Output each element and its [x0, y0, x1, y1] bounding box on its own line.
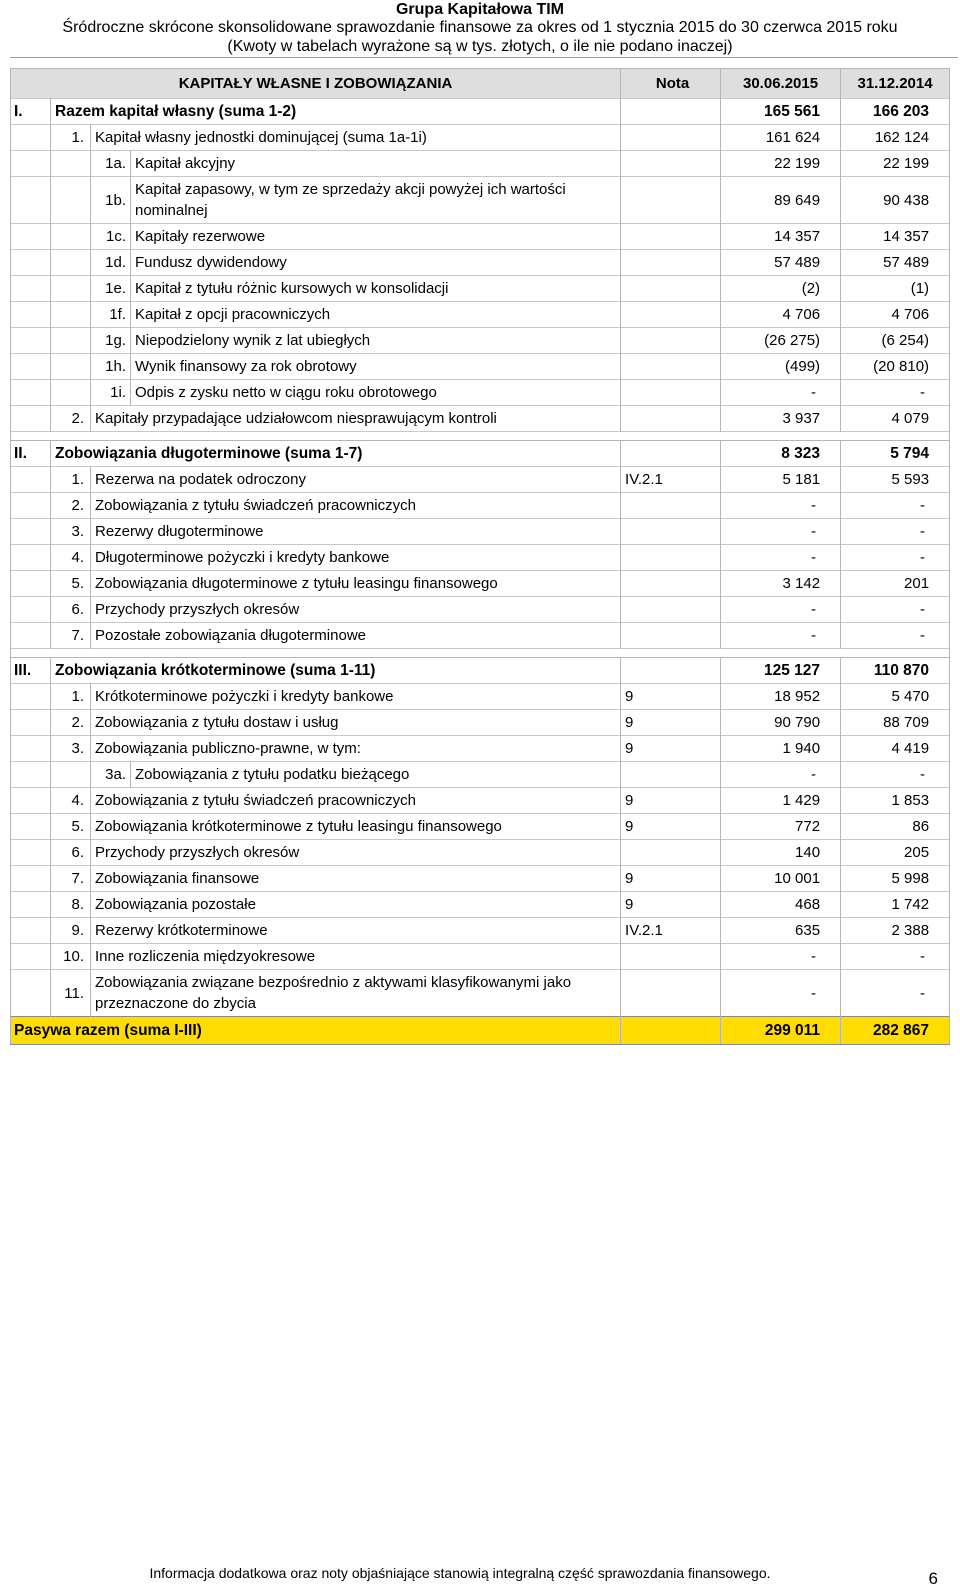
- row-label: Wynik finansowy za rok obrotowy: [131, 354, 621, 380]
- row-number: 1e.: [91, 276, 131, 302]
- row-number: 10.: [51, 944, 91, 970]
- total-row: [11, 1017, 950, 1045]
- row-number: 4.: [51, 545, 91, 571]
- indent-cell: [11, 814, 51, 840]
- value-2015: 772: [721, 814, 841, 840]
- row-number: 1.: [51, 125, 91, 151]
- row-nota: [621, 493, 721, 519]
- section-row: [11, 441, 950, 467]
- section-number: I.: [11, 99, 51, 125]
- spacer-row: [11, 649, 950, 658]
- units-note: (Kwoty w tabelach wyrażone są w tys. złotych, o ile nie podano inaczej): [227, 38, 733, 55]
- row-nota: IV.2.1: [621, 467, 721, 493]
- value-2015: 1 429: [721, 788, 841, 814]
- table-row: [11, 125, 950, 151]
- table-row: [11, 788, 950, 814]
- section-label: Razem kapitał własny (suma 1-2): [51, 99, 621, 125]
- row-label: Przychody przyszłych okresów: [91, 840, 621, 866]
- company-name: Grupa Kapitałowa TIM: [395, 1, 564, 18]
- indent-cell: [51, 250, 91, 276]
- table-row: [11, 597, 950, 623]
- indent-cell: [11, 788, 51, 814]
- table-row: [11, 467, 950, 493]
- value-2014: -: [841, 545, 950, 571]
- table-row: [11, 892, 950, 918]
- value-2015: (499): [721, 354, 841, 380]
- row-number: 2.: [51, 406, 91, 432]
- table-row: [11, 224, 950, 250]
- row-number: 1c.: [91, 224, 131, 250]
- row-nota: 9: [621, 814, 721, 840]
- value-2014: 1 742: [841, 892, 950, 918]
- value-2015: 8 323: [721, 441, 841, 467]
- indent-cell: [51, 151, 91, 177]
- row-label: Kapitały rezerwowe: [131, 224, 621, 250]
- value-2015: 57 489: [721, 250, 841, 276]
- row-number: 3.: [51, 519, 91, 545]
- table-row: [11, 762, 950, 788]
- table-row: [11, 970, 950, 1017]
- indent-cell: [11, 762, 51, 788]
- row-nota: 9: [621, 736, 721, 762]
- row-nota: [621, 840, 721, 866]
- value-2015: 3 937: [721, 406, 841, 432]
- value-2014: 2 388: [841, 918, 950, 944]
- row-number: 1.: [51, 467, 91, 493]
- row-nota: [621, 545, 721, 571]
- value-2014: 57 489: [841, 250, 950, 276]
- value-2014: 5 998: [841, 866, 950, 892]
- row-label: Zobowiązania z tytułu świadczeń pracowniczych: [91, 493, 621, 519]
- section-number: II.: [11, 441, 51, 467]
- row-label: Zobowiązania związane bezpośrednio z aktywami klasyfikowanymi jako przeznaczone do zbycia: [91, 970, 621, 1017]
- value-2015: 165 561: [721, 99, 841, 125]
- row-nota: 9: [621, 788, 721, 814]
- value-2014: 5 470: [841, 684, 950, 710]
- row-label: Kapitał z opcji pracowniczych: [131, 302, 621, 328]
- value-2015: 90 790: [721, 710, 841, 736]
- total-label: Pasywa razem (suma I-III): [11, 1017, 621, 1045]
- section-label: Zobowiązania długoterminowe (suma 1-7): [51, 441, 621, 467]
- value-2015: -: [721, 944, 841, 970]
- value-2015: 1 940: [721, 736, 841, 762]
- row-label: Długoterminowe pożyczki i kredyty bankowe: [91, 545, 621, 571]
- footer-note: Informacja dodatkowa oraz noty objaśniające stanowią integralną część sprawozdania finansowego.: [149, 1565, 771, 1581]
- row-number: 8.: [51, 892, 91, 918]
- row-number: 1d.: [91, 250, 131, 276]
- table-row: [11, 736, 950, 762]
- spacer-cell: [11, 649, 950, 658]
- row-number: 5.: [51, 571, 91, 597]
- table-row: [11, 302, 950, 328]
- value-2015: 3 142: [721, 571, 841, 597]
- indent-cell: [51, 302, 91, 328]
- row-nota: [621, 224, 721, 250]
- row-nota: [621, 571, 721, 597]
- indent-cell: [11, 125, 51, 151]
- row-nota: 9: [621, 866, 721, 892]
- table-row: [11, 151, 950, 177]
- page-number: 6: [928, 1569, 938, 1588]
- row-nota: [621, 125, 721, 151]
- value-2015: 18 952: [721, 684, 841, 710]
- column-header-2014: 31.12.2014: [841, 69, 950, 99]
- row-number: 2.: [51, 493, 91, 519]
- section-label: Zobowiązania krótkoterminowe (suma 1-11): [51, 658, 621, 684]
- indent-cell: [11, 736, 51, 762]
- row-nota: [621, 406, 721, 432]
- value-2015: 89 649: [721, 177, 841, 224]
- value-2014: 1 853: [841, 788, 950, 814]
- indent-cell: [11, 545, 51, 571]
- table-row: [11, 944, 950, 970]
- indent-cell: [51, 354, 91, 380]
- table-row: [11, 406, 950, 432]
- row-number: 4.: [51, 788, 91, 814]
- row-label: Zobowiązania z tytułu dostaw i usług: [91, 710, 621, 736]
- row-label: Zobowiązania krótkoterminowe z tytułu leasingu finansowego: [91, 814, 621, 840]
- row-label: Zobowiązania długoterminowe z tytułu leasingu finansowego: [91, 571, 621, 597]
- row-number: 1.: [51, 684, 91, 710]
- row-nota: 9: [621, 684, 721, 710]
- row-number: 7.: [51, 623, 91, 649]
- value-2014: 4 419: [841, 736, 950, 762]
- value-2015: -: [721, 970, 841, 1017]
- spacer-row: [11, 432, 950, 441]
- table-row: [11, 276, 950, 302]
- row-label: Inne rozliczenia międzyokresowe: [91, 944, 621, 970]
- row-label: Zobowiązania z tytułu podatku bieżącego: [131, 762, 621, 788]
- row-number: 1i.: [91, 380, 131, 406]
- table-row: [11, 840, 950, 866]
- value-2014: -: [841, 944, 950, 970]
- value-2014: -: [841, 380, 950, 406]
- value-2014: -: [841, 762, 950, 788]
- row-nota: [621, 970, 721, 1017]
- row-number: 1b.: [91, 177, 131, 224]
- section-row: [11, 658, 950, 684]
- indent-cell: [11, 866, 51, 892]
- value-2014: -: [841, 493, 950, 519]
- value-2014: 110 870: [841, 658, 950, 684]
- value-2015: (26 275): [721, 328, 841, 354]
- row-nota: [621, 597, 721, 623]
- row-label: Kapitał z tytułu różnic kursowych w konsolidacji: [131, 276, 621, 302]
- row-label: Fundusz dywidendowy: [131, 250, 621, 276]
- row-number: 6.: [51, 597, 91, 623]
- row-nota: [621, 1017, 721, 1045]
- indent-cell: [11, 597, 51, 623]
- row-label: Pozostałe zobowiązania długoterminowe: [91, 623, 621, 649]
- row-nota: [621, 354, 721, 380]
- table-row: [11, 545, 950, 571]
- value-2015: 14 357: [721, 224, 841, 250]
- row-number: 7.: [51, 866, 91, 892]
- indent-cell: [11, 406, 51, 432]
- row-nota: [621, 658, 721, 684]
- value-2015: -: [721, 597, 841, 623]
- indent-cell: [11, 684, 51, 710]
- row-nota: [621, 151, 721, 177]
- row-nota: [621, 441, 721, 467]
- table-row: [11, 328, 950, 354]
- column-header-nota: Nota: [621, 69, 721, 99]
- value-2015: 10 001: [721, 866, 841, 892]
- column-header-2015: 30.06.2015: [721, 69, 841, 99]
- value-2015: 125 127: [721, 658, 841, 684]
- row-nota: [621, 944, 721, 970]
- row-nota: [621, 99, 721, 125]
- row-number: 9.: [51, 918, 91, 944]
- value-2014: 5 593: [841, 467, 950, 493]
- row-number: 1a.: [91, 151, 131, 177]
- table-header-row: [11, 69, 950, 99]
- value-2014: 282 867: [841, 1017, 950, 1045]
- row-number: 1g.: [91, 328, 131, 354]
- table-row: [11, 710, 950, 736]
- value-2015: -: [721, 545, 841, 571]
- value-2014: -: [841, 623, 950, 649]
- indent-cell: [51, 224, 91, 250]
- value-2014: 201: [841, 571, 950, 597]
- row-nota: [621, 302, 721, 328]
- indent-cell: [11, 493, 51, 519]
- value-2015: 5 181: [721, 467, 841, 493]
- value-2015: -: [721, 519, 841, 545]
- row-number: 3.: [51, 736, 91, 762]
- row-label: Krótkoterminowe pożyczki i kredyty bankowe: [91, 684, 621, 710]
- value-2015: 4 706: [721, 302, 841, 328]
- section-row: [11, 99, 950, 125]
- row-label: Zobowiązania publiczno-prawne, w tym:: [91, 736, 621, 762]
- value-2015: 299 011: [721, 1017, 841, 1045]
- value-2015: -: [721, 380, 841, 406]
- indent-cell: [11, 250, 51, 276]
- row-nota: IV.2.1: [621, 918, 721, 944]
- row-nota: [621, 177, 721, 224]
- table-row: [11, 250, 950, 276]
- value-2014: 166 203: [841, 99, 950, 125]
- row-number: 1h.: [91, 354, 131, 380]
- indent-cell: [11, 354, 51, 380]
- value-2014: 14 357: [841, 224, 950, 250]
- row-nota: [621, 380, 721, 406]
- value-2014: 4 706: [841, 302, 950, 328]
- indent-cell: [51, 177, 91, 224]
- table-row: [11, 814, 950, 840]
- indent-cell: [51, 762, 91, 788]
- table-heading: KAPITAŁY WŁASNE I ZOBOWIĄZANIA: [11, 69, 621, 99]
- row-label: Niepodzielony wynik z lat ubiegłych: [131, 328, 621, 354]
- value-2014: -: [841, 597, 950, 623]
- row-label: Rezerwa na podatek odroczony: [91, 467, 621, 493]
- indent-cell: [11, 892, 51, 918]
- row-number: 1f.: [91, 302, 131, 328]
- value-2014: 86: [841, 814, 950, 840]
- value-2014: -: [841, 970, 950, 1017]
- row-label: Kapitały przypadające udziałowcom niesprawującym kontroli: [91, 406, 621, 432]
- indent-cell: [11, 177, 51, 224]
- row-nota: [621, 276, 721, 302]
- row-nota: [621, 762, 721, 788]
- value-2014: (20 810): [841, 354, 950, 380]
- indent-cell: [11, 519, 51, 545]
- value-2014: 162 124: [841, 125, 950, 151]
- indent-cell: [51, 380, 91, 406]
- indent-cell: [11, 151, 51, 177]
- value-2015: 140: [721, 840, 841, 866]
- indent-cell: [11, 302, 51, 328]
- indent-cell: [11, 328, 51, 354]
- report-title: Śródroczne skrócone skonsolidowane sprawozdanie finansowe za okres od 1 stycznia 2015 do 30 czerwca 2015 roku: [62, 19, 898, 36]
- table-row: [11, 493, 950, 519]
- row-nota: [621, 328, 721, 354]
- row-label: Zobowiązania pozostałe: [91, 892, 621, 918]
- value-2014: (6 254): [841, 328, 950, 354]
- table-row: [11, 519, 950, 545]
- value-2015: -: [721, 623, 841, 649]
- table-row: [11, 623, 950, 649]
- indent-cell: [11, 276, 51, 302]
- indent-cell: [11, 918, 51, 944]
- value-2014: 205: [841, 840, 950, 866]
- section-number: III.: [11, 658, 51, 684]
- value-2014: -: [841, 519, 950, 545]
- row-label: Kapitał zapasowy, w tym ze sprzedaży akcji powyżej ich wartości nominalnej: [131, 177, 621, 224]
- row-number: 5.: [51, 814, 91, 840]
- row-nota: [621, 250, 721, 276]
- value-2014: 22 199: [841, 151, 950, 177]
- row-number: 6.: [51, 840, 91, 866]
- table-row: [11, 380, 950, 406]
- indent-cell: [11, 623, 51, 649]
- value-2014: 90 438: [841, 177, 950, 224]
- value-2014: (1): [841, 276, 950, 302]
- indent-cell: [11, 571, 51, 597]
- indent-cell: [11, 970, 51, 1017]
- row-label: Zobowiązania finansowe: [91, 866, 621, 892]
- row-label: Przychody przyszłych okresów: [91, 597, 621, 623]
- row-label: Odpis z zysku netto w ciągu roku obrotowego: [131, 380, 621, 406]
- row-label: Zobowiązania z tytułu świadczeń pracowniczych: [91, 788, 621, 814]
- header-divider: [10, 57, 958, 58]
- row-label: Rezerwy krótkoterminowe: [91, 918, 621, 944]
- row-nota: [621, 519, 721, 545]
- table-row: [11, 866, 950, 892]
- row-nota: 9: [621, 892, 721, 918]
- indent-cell: [11, 840, 51, 866]
- row-number: 2.: [51, 710, 91, 736]
- value-2015: (2): [721, 276, 841, 302]
- value-2015: 161 624: [721, 125, 841, 151]
- table-row: [11, 918, 950, 944]
- value-2015: -: [721, 762, 841, 788]
- row-label: Kapitał własny jednostki dominującej (suma 1a-1i): [91, 125, 621, 151]
- indent-cell: [11, 380, 51, 406]
- equity-liabilities-table: [10, 68, 950, 1045]
- spacer-cell: [11, 432, 950, 441]
- table-row: [11, 684, 950, 710]
- indent-cell: [11, 710, 51, 736]
- row-nota: [621, 623, 721, 649]
- row-label: Rezerwy długoterminowe: [91, 519, 621, 545]
- indent-cell: [51, 276, 91, 302]
- table-row: [11, 177, 950, 224]
- table-row: [11, 571, 950, 597]
- value-2014: 4 079: [841, 406, 950, 432]
- value-2015: 468: [721, 892, 841, 918]
- indent-cell: [51, 328, 91, 354]
- indent-cell: [11, 944, 51, 970]
- row-nota: 9: [621, 710, 721, 736]
- value-2015: -: [721, 493, 841, 519]
- row-label: Kapitał akcyjny: [131, 151, 621, 177]
- value-2015: 22 199: [721, 151, 841, 177]
- indent-cell: [11, 467, 51, 493]
- value-2014: 88 709: [841, 710, 950, 736]
- row-number: 11.: [51, 970, 91, 1017]
- value-2014: 5 794: [841, 441, 950, 467]
- indent-cell: [11, 224, 51, 250]
- row-number: 3a.: [91, 762, 131, 788]
- value-2015: 635: [721, 918, 841, 944]
- table-row: [11, 354, 950, 380]
